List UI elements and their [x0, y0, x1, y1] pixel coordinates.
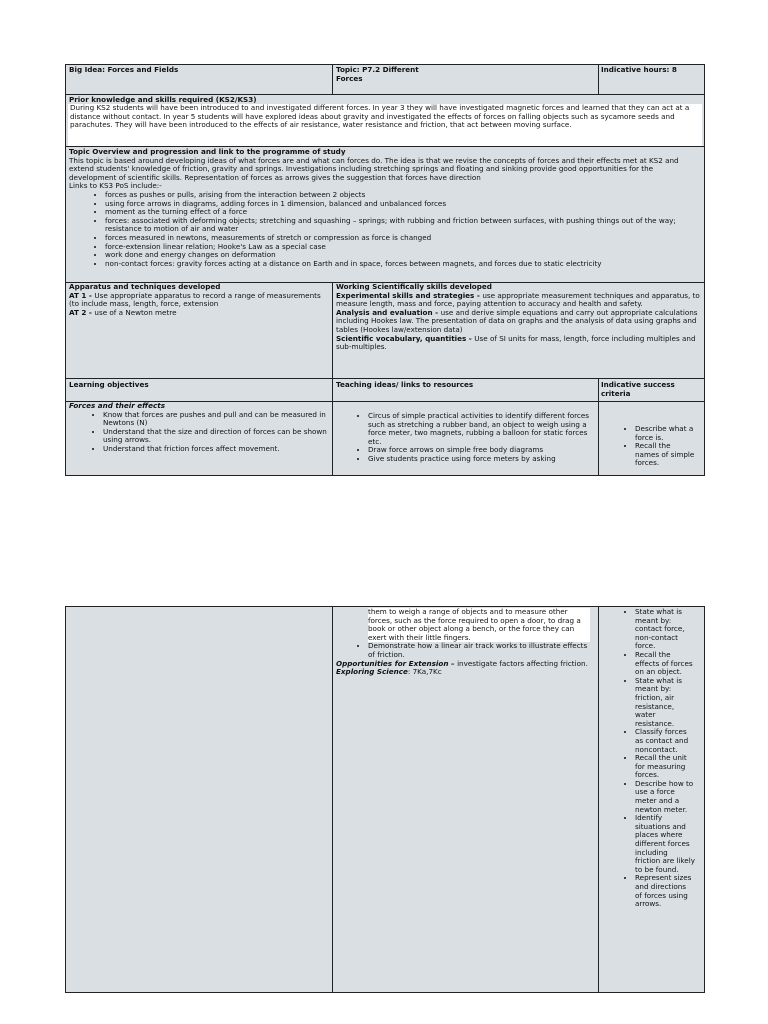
list-item: • Demonstrate how a linear air track works to illustrate effects of friction. [368, 642, 590, 659]
success-cell-continued [601, 608, 703, 991]
prior-knowledge-heading: Prior knowledge and skills required (KS2/KS3) [69, 96, 257, 104]
teaching-list [336, 412, 590, 464]
list-item: • forces: associated with deforming objects; stretching and squashing – springs; with rubbing and friction between surfaces, with pushing things out of the way; resistance to motion of air and water [105, 217, 701, 234]
working-heading: Working Scientifically skills developed [336, 283, 492, 291]
list-item: • Represent sizes and directions of forces using arrows. [635, 874, 695, 908]
working-scientifically-cell [336, 283, 702, 378]
objectives-header: Learning objectives [69, 381, 149, 389]
overview-links-label: Links to KS3 PoS include:- [69, 181, 162, 191]
extension-opportunities: Opportunities for Extension – investigate factors affecting friction. [336, 658, 588, 668]
list-item: • work done and energy changes on deformation [105, 251, 701, 260]
teaching-header: Teaching ideas/ links to resources [336, 381, 474, 389]
big-idea-title: Big Idea: Forces and Fields [69, 66, 179, 74]
topic-cell [336, 66, 566, 96]
success-list-continued [601, 608, 695, 909]
overview-heading: Topic Overview and progression and link to the programme of study [69, 148, 346, 156]
at2-text: AT 2 - use of a Newton metre [69, 307, 177, 317]
list-item: • State what is meant by: contact force, non-contact force. [635, 608, 695, 651]
list-item: • Recall the names of simple forces. [635, 442, 695, 468]
list-item: • using force arrows in diagrams, adding forces in 1 dimension, balanced and unbalanced forces [105, 200, 701, 209]
scientific-vocabulary: Scientific vocabulary, quantities - Use of SI units for mass, length, force including multiples and sub-multiples. [336, 333, 696, 352]
success-list [601, 425, 695, 468]
big-idea-cell [69, 66, 299, 96]
success-header: Indicative success criteria [601, 381, 675, 398]
success-cell [601, 425, 703, 476]
pos-list [69, 191, 701, 268]
teaching-list-continued [336, 642, 590, 659]
list-item: • non-contact forces: gravity forces acting at a distance on Earth and in space, forces between magnets, and forces due to static electricity [105, 260, 701, 269]
teaching-cell [336, 412, 598, 476]
list-item: • Classify forces as contact and noncontact. [635, 728, 695, 754]
list-item: • Give students practice using force meters by asking [368, 455, 590, 464]
plan-table-page2 [65, 606, 705, 993]
list-item: • State what is meant by: friction, air resistance, water resistance. [635, 677, 695, 729]
list-item: • moment as the turning effect of a force [105, 208, 701, 217]
analysis-evaluation: Analysis and evaluation - use and derive simple equations and carry out appropriate calculations including Hookes law. The presentation of data on graphs and the analysis of data using graphs and tables (Hookes law/extension data) [336, 307, 698, 334]
experimental-skills: Experimental skills and strategies - use appropriate measurement techniques and apparatus, to measure length, mass and force, paying attention to accuracy and health and safety. [336, 290, 700, 309]
objectives-cell-continued [68, 608, 330, 991]
apparatus-cell [69, 283, 329, 378]
list-item: • Understand that the size and direction of forces can be shown using arrows. [103, 428, 331, 445]
topic-overview [69, 148, 701, 283]
list-item: • Circus of simple practical activities to identify different forces such as stretching a rubber band, an object to weigh using a force meter, two magnets, rubbing a balloon for static forces etc. [368, 412, 590, 446]
list-item: • force-extension linear relation; Hooke's Law as a special case [105, 243, 701, 252]
teaching-cell-continued [336, 608, 598, 991]
list-item: • Describe how to use a force meter and a newton meter. [635, 780, 695, 814]
list-item: • Understand that friction forces affect movement. [103, 445, 331, 454]
hours-cell [601, 66, 701, 96]
exploring-science: Exploring Science: 7Ka,7Kc [336, 667, 442, 677]
indicative-hours: Indicative hours: 8 [601, 66, 677, 74]
prior-knowledge-text: During KS2 students will have been introduced to and investigated different forces. In year 3 they will have investigated magnetic forces and learned that they can act at a distance without contact. In year 5 students will have explored ideas about gravity and investigated the effects of forces on falling objects such as sycamore seeds and parachutes. They will have been introduced to the effects of air resistance, water resistance and friction, that act between moving surface. [68, 104, 702, 146]
objectives-list [69, 411, 331, 454]
list-item: • forces measured in newtons, measurements of stretch or compression as force is changed [105, 234, 701, 243]
plan-table-page1 [65, 64, 705, 476]
list-item: • Recall the effects of forces on an object. [635, 651, 695, 677]
teaching-continuation: them to weigh a range of objects and to measure other forces, such as the force required to open a door, to drag a book or other object along a bench, or the force they can exert with their little fingers. [368, 608, 590, 642]
apparatus-heading: Apparatus and techniques developed [69, 283, 221, 291]
list-item: • forces as pushes or pulls, arising from the interaction between 2 objects [105, 191, 701, 200]
objectives-subheading: Forces and their effects [69, 402, 166, 410]
topic-title: Topic: P7.2 Different Forces [336, 66, 419, 83]
overview-text: This topic is based around developing ideas of what forces are and what can forces do. The idea is that we revise the concepts of forces and their effects met at KS2 and extend students' knowledge of friction, gravity and springs. Investigations including stretching springs and floating and sinking provide good opportunities for the development of scientific skills. Representation of forces as arrows gives the suggestion that forces have direction [69, 155, 679, 182]
list-item: • Recall the unit for measuring forces. [635, 754, 695, 780]
list-item: • Identify situations and places where different forces including friction are likely to be found. [635, 814, 695, 874]
at1-text: AT 1 - Use appropriate apparatus to record a range of measurements (to include mass, length, force, extension [69, 290, 321, 309]
list-item: • Know that forces are pushes and pull and can be measured in Newtons (N) [103, 411, 331, 428]
list-item: • Describe what a force is. [635, 425, 695, 442]
list-item: • Draw force arrows on simple free body diagrams [368, 446, 590, 455]
objectives-cell [69, 402, 331, 476]
